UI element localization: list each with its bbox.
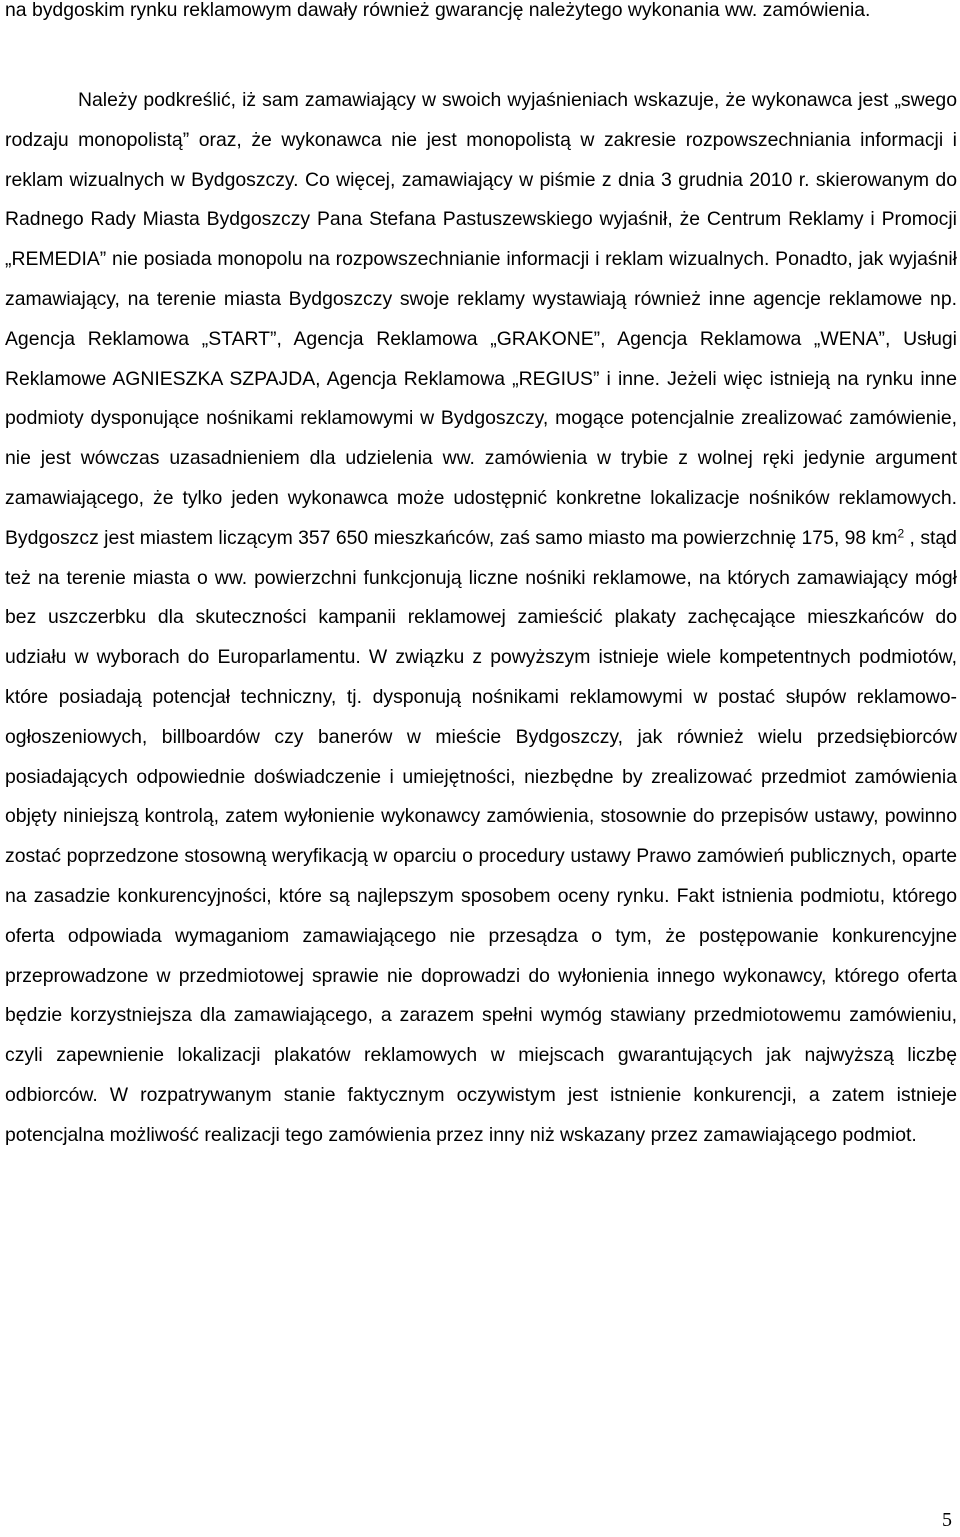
continued-paragraph: na bydgoskim rynku reklamowym dawały również gwarancję należytego wykonania ww. zamówienia. (5, 0, 871, 21)
main-paragraph-text-part-1: Należy podkreślić, iż sam zamawiający w swoich wyjaśnieniach wskazuje, że wykonawca jest „swego rodzaju monopolistą” oraz, że wykonawca nie jest monopolistą w zakresie rozpowszechniania informacji i reklam wizualnych w Bydgoszczy. Co więcej, zamawiający w piśmie z dnia 3 grudnia 2010 r. skierowanym do Radnego Rady Miasta Bydgoszczy Pana Stefana Pastuszewskiego wyjaśnił, że Centrum Reklamy i Promocji „REMEDIA” nie posiada monopolu na rozpowszechnianie informacji i reklam wizualnych. Ponadto, jak wyjaśnił zamawiający, na terenie miasta Bydgoszczy swoje reklamy wystawiają również inne agencje reklamowe np. Agencja Reklamowa „START”, Agencja Reklamowa „GRAKONE”, Agencja Reklamowa „WENA”, Usługi Reklamowe AGNIESZKA SZPAJDA, Agencja Reklamowa „REGIUS” i inne. Jeżeli więc istnieją na rynku inne podmioty dysponujące nośnikami reklamowymi w Bydgoszczy, mogące potencjalnie zrealizować zamówienie, nie jest wówczas uzasadnieniem dla udzielenia ww. zamówienia w trybie z wolnej ręki jedynie argument zamawiającego, że tylko jeden wykonawca może udostępnić konkretne lokalizacje nośników reklamowych. Bydgoszcz jest miastem liczącym 357 650 mieszkańców, zaś samo miasto ma powierzchnię 175, 98 km (5, 89, 957, 549)
page-number: 5 (942, 1509, 952, 1531)
main-paragraph (5, 81, 957, 1156)
area-unit-superscript: 2 (897, 526, 905, 541)
main-paragraph-text-part-2: , stąd też na terenie miasta o ww. powierzchni funkcjonują liczne nośniki reklamowe, na których zamawiający mógł bez uszczerbku dla skuteczności kampanii reklamowej zamieścić plakaty zachęcające mieszkańców do udziału w wyborach do Europarlamentu. W związku z powyższym istnieje wiele kompetentnych podmiotów, które posiadają potencjał techniczny, tj. dysponują nośnikami reklamowymi w postać słupów reklamowo-ogłoszeniowych, billboardów czy banerów w mieście Bydgoszczy, jak również wielu przedsiębiorców posiadających odpowiednie doświadczenie i umiejętności, niezbędne by zrealizować przedmiot zamówienia objęty niniejszą kontrolą, zatem wyłonienie wykonawcy zamówienia, stosownie do przepisów ustawy, powinno zostać poprzedzone stosowną weryfikacją w oparciu o procedury ustawy Prawo zamówień publicznych, oparte na zasadzie konkurencyjności, które są najlepszym sposobem oceny rynku. Fakt istnienia podmiotu, którego oferta odpowiada wymaganiom zamawiającego nie przesądza o tym, że postępowanie konkurencyjne przeprowadzone w przedmiotowej sprawie nie doprowadzi do wyłonienia innego wykonawcy, którego oferta będzie korzystniejsza dla zamawiającego, a zarazem spełni wymóg stawiany przedmiotowemu zamówieniu, czyli zapewnienie lokalizacji plakatów reklamowych w miejscach gwarantujących jak najwyższą liczbę odbiorców. W rozpatrywanym stanie faktycznym oczywistym jest istnienie konkurencji, a zatem istnieje potencjalna możliwość realizacji tego zamówienia przez inny niż wskazany przez zamawiającego podmiot. (5, 526, 957, 1146)
